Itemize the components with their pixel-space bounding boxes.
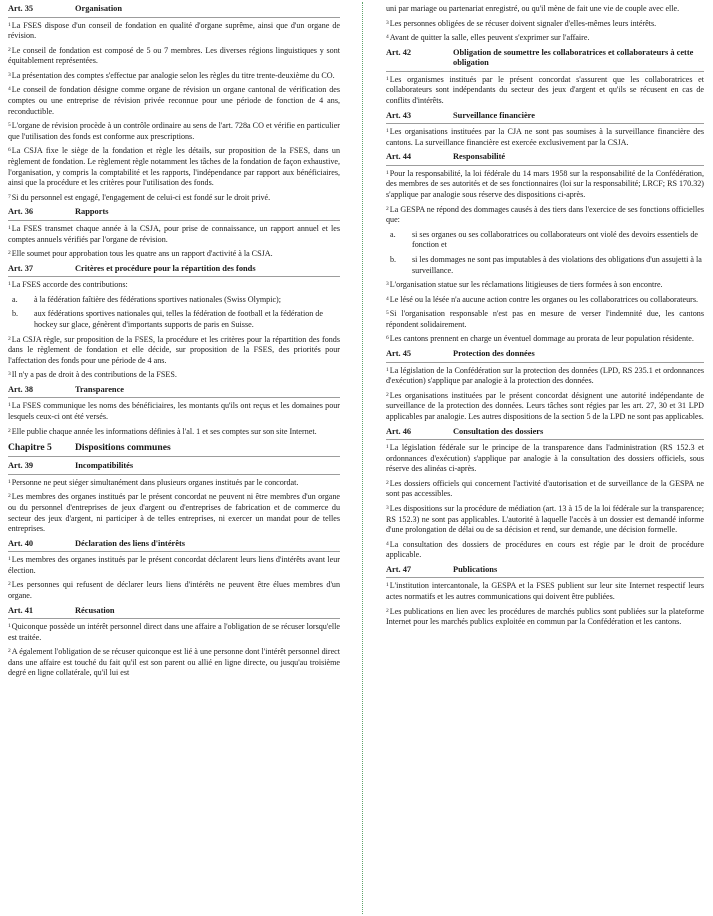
list-text: aux fédérations sportives nationales qui, telles la fédération de football et la fédération de hockey sur glace, génèrent d'importants supports de paris en Suisse. xyxy=(34,309,324,329)
paragraph xyxy=(386,75,704,107)
paragraph-text: Les organismes institués par le présent concordat s'assurent que les collaboratrices et collaborateurs sont indépendants du secteur des jeux d'argent et qu'ils se récusent en cas de conflits d'intérêts. xyxy=(386,74,704,105)
paragraph-text: La présentation des comptes s'effectue par analogie selon les règles du titre trente-deuxième du CO. xyxy=(11,70,335,80)
article-heading xyxy=(8,539,340,553)
paragraph-number: 3 xyxy=(386,19,389,26)
paragraph-text: Le conseil de fondation est composé de 5 ou 7 membres. Les diverses régions linguistiques y sont équitablement représentées. xyxy=(8,45,340,66)
article-heading xyxy=(386,152,704,166)
paragraph xyxy=(386,443,704,475)
paragraph-number: 2 xyxy=(8,427,11,434)
paragraph xyxy=(8,249,340,260)
paragraph-text: Les membres des organes institués par le présent concordat ne peuvent ni être membres d'un organe ou du personnel d'entreprises de jeux d'argent ou d'entreprises de fabrication et de commerce du secteur des jeux d'argent, ni participer à de telles entreprises, ni exercer un mandat pour de telles entreprises. xyxy=(8,492,340,534)
paragraph-number: 2 xyxy=(386,479,389,486)
list-text: à la fédération faîtière des fédérations sportives nationales (Swiss Olympic); xyxy=(34,294,282,304)
paragraph xyxy=(8,580,340,601)
list-text: si les dommages ne sont pas imputables à des violations des obligations d'un assujetti à la surveillance. xyxy=(412,254,702,275)
paragraph-number: 2 xyxy=(8,581,11,588)
article xyxy=(8,385,340,437)
article-number: Art. 38 xyxy=(8,384,34,394)
article-title: Publications xyxy=(453,564,498,574)
article-number: Art. 43 xyxy=(386,110,412,120)
paragraph-number: 2 xyxy=(386,391,389,398)
article xyxy=(386,152,704,345)
paragraph xyxy=(386,169,704,201)
paragraph-number: 1 xyxy=(8,21,11,28)
paragraph-text: Les personnes obligées de se récuser doivent signaler d'elles-mêmes leurs intérêts. xyxy=(389,18,657,28)
paragraph-text: L'organe de révision procède à un contrôle ordinaire au sens de l'art. 728a CO et vérifie en particulier que l'utilisation des fonds est conforme aux prescriptions. xyxy=(8,121,340,141)
list-item xyxy=(386,230,704,251)
paragraph-text: Pour la responsabilité, la loi fédérale du 14 mars 1958 sur la responsabilité de la Confédération, des membres de ses autorités et de ses fonctionnaires (loi sur la responsabilité; LRCF; RS 170.32) s'applique par analogie sous réserve des dispositions ci-après. xyxy=(386,168,704,199)
article-heading xyxy=(8,606,340,620)
article-heading xyxy=(8,264,340,278)
article-number: Art. 40 xyxy=(8,538,34,548)
article-title: Responsabilité xyxy=(453,152,506,162)
paragraph-text: uni par mariage ou partenariat enregistré, ou qu'il mène de fait une vie de couple avec elle. xyxy=(386,4,680,13)
article-title: Incompatibilités xyxy=(75,461,134,471)
paragraph-text: La législation de la Confédération sur la protection des données (LPD, RS 235.1 et ordonnances d'exécution) s'applique par analogie à la protection des données. xyxy=(386,365,704,386)
paragraph-text: La CSJA fixe le siège de la fondation et règle les détails, sur proposition de la FSES, dans un règlement de fondation. Le règlement règle notamment les tâches de la fondation de façon exhaustive, l'organisation, y compris la comptabilité et les rapports, l'indépendance par rapport aux bénéficiaires, ainsi que la procédure et les critères pour l'utilisation des fonds. xyxy=(8,146,340,188)
article-number: Art. 35 xyxy=(8,4,34,13)
paragraph-number: 2 xyxy=(8,335,11,342)
paragraph-text: Les membres des organes institués par le présent concordat déclarent leurs liens d'intérêts avant leur élection. xyxy=(8,555,340,575)
paragraph-number: 1 xyxy=(386,582,389,589)
list-label: b. xyxy=(390,254,397,264)
left-column xyxy=(8,0,340,683)
article-title: Surveillance financière xyxy=(453,110,535,120)
article xyxy=(386,111,704,149)
article-title: Obligation de soumettre les collaboratrices et collaborateurs à cette obligation xyxy=(453,47,694,68)
paragraph xyxy=(386,295,704,306)
paragraph xyxy=(386,504,704,536)
paragraph-number: 3 xyxy=(386,281,389,288)
paragraph-text: Le lésé ou la lésée n'a aucune action contre les organes ou les collaboratrices ou collaborateurs. xyxy=(389,294,699,304)
article-title: Consultation des dossiers xyxy=(453,426,544,436)
list-text: si ses organes ou ses collaboratrices ou collaborateurs ont violé des devoirs essentiels de fonction et xyxy=(412,229,698,250)
paragraph xyxy=(386,19,704,30)
article-number: Art. 44 xyxy=(386,152,412,162)
article-title: Organisation xyxy=(75,4,122,13)
paragraph xyxy=(8,280,340,291)
paragraph-text: La GESPA ne répond des dommages causés à des tiers dans l'exercice de ses fonctions officielles que: xyxy=(386,204,704,225)
column-divider xyxy=(362,2,363,914)
article xyxy=(8,539,340,602)
article-title: Récusation xyxy=(75,605,115,615)
article-heading xyxy=(386,427,704,441)
paragraph xyxy=(8,478,340,489)
article xyxy=(8,461,340,534)
paragraph xyxy=(8,622,340,643)
paragraph-text: La FSES dispose d'un conseil de fondation en qualité d'organe suprême, ainsi que d'un organe de révision. xyxy=(8,20,340,41)
paragraph xyxy=(386,4,704,15)
paragraph-text: Les cantons prennent en charge un éventuel dommage au prorata de leur population résidente. xyxy=(389,334,694,344)
article-number: Art. 45 xyxy=(386,349,412,359)
paragraph-text: Les personnes qui refusent de déclarer leurs liens d'intérêts ne peuvent être élues membres d'un organe. xyxy=(8,580,340,600)
paragraph xyxy=(386,280,704,291)
paragraph-text: La consultation des dossiers de procédures en cours est régie par le droit de procédure applicable. xyxy=(386,539,704,560)
paragraph-number: 7 xyxy=(8,193,11,200)
paragraph-text: L'organisation statue sur les réclamations litigieuses de tiers formées à son encontre. xyxy=(389,280,663,290)
paragraph-text: A également l'obligation de se récuser quiconque est lié à une personne dont l'intérêt personnel direct dans une affaire est touché du fait qu'il est son parent ou allié en ligne directe, ou jusqu'au troisième degré en ligne collatérale, qu'il lui est xyxy=(8,647,340,678)
paragraph-number: 1 xyxy=(8,478,11,485)
paragraph xyxy=(386,33,704,44)
paragraph xyxy=(386,309,704,330)
paragraph-number: 1 xyxy=(386,169,389,176)
article-number: Art. 41 xyxy=(8,605,34,615)
list-item xyxy=(8,309,340,330)
article xyxy=(8,264,340,381)
paragraph xyxy=(8,335,340,367)
article-title: Critères et procédure pour la répartition des fonds xyxy=(75,263,256,273)
list-item xyxy=(8,295,340,306)
paragraph-text: Les organisations instituées par la CJA ne sont pas soumises à la surveillance financière des cantons. La surveillance financière est exercée exclusivement par la CSJA. xyxy=(386,127,704,147)
paragraph xyxy=(8,224,340,245)
paragraph-number: 1 xyxy=(8,224,11,231)
paragraph xyxy=(8,146,340,188)
article-heading xyxy=(386,48,704,72)
paragraph-number: 1 xyxy=(386,128,389,135)
article xyxy=(386,349,704,422)
paragraph-text: Le conseil de fondation désigne comme organe de révision un organe cantonal de vérification des comptes ou une entreprise de révision privée reconnue pour une période de fonction de 4 ans, reconductible. xyxy=(8,85,340,116)
article-heading xyxy=(8,4,340,18)
article-title: Rapports xyxy=(75,207,109,217)
paragraph-number: 6 xyxy=(8,147,11,154)
paragraph xyxy=(8,46,340,67)
paragraph-number: 2 xyxy=(386,607,389,614)
paragraph-number: 3 xyxy=(8,71,11,78)
paragraph-text: Il n'y a pas de droit à des contributions de la FSES. xyxy=(11,370,177,380)
paragraph xyxy=(386,607,704,628)
paragraph-text: Si du personnel est engagé, l'engagement de celui-ci est fondé sur le droit privé. xyxy=(11,192,271,202)
paragraph xyxy=(8,401,340,422)
paragraph-number: 1 xyxy=(386,366,389,373)
paragraph-text: Les organisations instituées par le présent concordat désignent une autorité indépendante de surveillance de la protection des données. Leurs tâches sont régies par les art. 27, 30 et 31 LPD applicables par analogie. Les autres dispositions de la section 5 de la LPD ne sont pas applicables. xyxy=(386,390,704,421)
paragraph xyxy=(8,492,340,534)
paragraph-text: Quiconque possède un intérêt personnel direct dans une affaire a l'obligation de se récuser lorsqu'elle est traitée. xyxy=(8,622,340,642)
paragraph-number: 1 xyxy=(8,623,11,630)
paragraph xyxy=(8,427,340,438)
paragraph-number: 4 xyxy=(386,34,389,41)
article-number: Art. 46 xyxy=(386,426,412,436)
paragraph-number: 4 xyxy=(386,295,389,302)
paragraph-text: Elle soumet pour approbation tous les quatre ans un rapport d'activité à la CSJA. xyxy=(11,249,273,259)
article-number: Art. 37 xyxy=(8,263,34,273)
paragraph xyxy=(8,193,340,204)
article xyxy=(386,48,704,107)
paragraph-text: L'institution intercantonale, la GESPA et la FSES publient sur leur site Internet respectif leurs actes normatifs et les autres communications qui doivent être publiées. xyxy=(386,581,704,602)
paragraph-text: Avant de quitter la salle, elles peuvent s'exprimer sur l'affaire. xyxy=(389,33,590,43)
article-number: Art. 36 xyxy=(8,207,34,217)
paragraph-text: La FSES communique les noms des bénéficiaires, les montants qu'ils ont reçus et les domaines pour lesquels ceux-ci ont été versés. xyxy=(8,401,340,422)
paragraph-number: 6 xyxy=(386,335,389,342)
paragraph-number: 1 xyxy=(8,556,11,563)
paragraph-text: La FSES accorde des contributions: xyxy=(11,280,128,290)
article xyxy=(8,606,340,679)
paragraph xyxy=(386,581,704,602)
paragraph-text: Les dossiers officiels qui concernent l'activité d'autorisation et de surveillance de la GESPA ne sont pas accessibles. xyxy=(386,478,704,499)
list-label: a. xyxy=(390,229,396,239)
paragraph xyxy=(386,479,704,500)
paragraph xyxy=(8,71,340,82)
paragraph-number: 1 xyxy=(386,444,389,451)
paragraph-text: Personne ne peut siéger simultanément dans plusieurs organes institués par le concordat. xyxy=(11,477,299,487)
paragraph-number: 4 xyxy=(386,540,389,547)
paragraph xyxy=(8,85,340,117)
paragraph xyxy=(8,370,340,381)
article xyxy=(8,4,340,203)
paragraph-text: Les dispositions sur la procédure de médiation (art. 13 à 15 de la loi fédérale sur la transparence; RS 152.3) ne sont pas applicables. L'autorité à laquelle l'accès à un dossier est demandé informe d'une prolongation de délai ou de sa décision et rend, sur demande, une décision formelle. xyxy=(386,504,704,535)
paragraph-number: 3 xyxy=(8,371,11,378)
paragraph-text: Si l'organisation responsable n'est pas en mesure de verser l'indemnité due, les cantons répondent solidairement. xyxy=(386,309,704,329)
paragraph-text: Les publications en lien avec les procédures de marchés publics sont publiées sur la plateforme Internet pour les marchés publics exploitée en commun par la Confédération et les cantons. xyxy=(386,606,704,627)
chapter-number: Chapitre 5 xyxy=(8,442,52,454)
paragraph-number: 2 xyxy=(8,46,11,53)
paragraph xyxy=(386,127,704,148)
paragraph xyxy=(8,555,340,576)
list-label: b. xyxy=(12,309,19,319)
paragraph xyxy=(386,391,704,423)
paragraph xyxy=(8,121,340,142)
list-label: a. xyxy=(12,294,18,304)
article-title: Protection des données xyxy=(453,349,535,359)
paragraph-text: La législation fédérale sur le principe de la transparence dans l'administration (RS 152.3 et ordonnances d'exécution) s'applique par analogie à la consultation des dossiers officiels, sous réserve des alinéas ci-après. xyxy=(386,443,704,474)
article xyxy=(386,565,704,628)
paragraph-text: La CSJA règle, sur proposition de la FSES, la procédure et les critères pour la répartition des fonds dans le règlement de fondation et elle décide, sur proposition de la FSES, des priorités pour l'affectation des fonds pour une période de 4 ans. xyxy=(8,334,340,365)
paragraph xyxy=(386,540,704,561)
article xyxy=(386,427,704,561)
article-heading xyxy=(8,461,340,475)
chapter-title: Dispositions communes xyxy=(75,442,171,454)
paragraph-number: 1 xyxy=(8,402,11,409)
chapter-heading xyxy=(8,442,340,457)
right-column xyxy=(386,0,704,632)
article-number: Art. 39 xyxy=(8,461,34,471)
chapter-section xyxy=(8,442,340,457)
article-number: Art. 42 xyxy=(386,47,412,57)
paragraph-number: 2 xyxy=(8,493,11,500)
paragraph-number: 5 xyxy=(8,122,11,129)
paragraph xyxy=(8,647,340,679)
paragraph xyxy=(386,366,704,387)
article-heading xyxy=(8,385,340,399)
paragraph-number: 2 xyxy=(8,250,11,257)
list-item xyxy=(386,255,704,276)
article-heading xyxy=(8,207,340,221)
paragraph-text: Elle publie chaque année les informations définies à l'al. 1 et ses comptes sur son site Internet. xyxy=(11,426,317,436)
article xyxy=(8,207,340,259)
article-title: Déclaration des liens d'intérêts xyxy=(75,538,186,548)
paragraph-number: 1 xyxy=(386,75,389,82)
article-heading xyxy=(386,111,704,125)
paragraph-number: 5 xyxy=(386,310,389,317)
article-heading xyxy=(386,349,704,363)
article xyxy=(386,4,704,44)
paragraph xyxy=(386,334,704,345)
paragraph xyxy=(8,21,340,42)
paragraph-number: 3 xyxy=(386,505,389,511)
article-title: Transparence xyxy=(75,384,125,394)
article-number: Art. 47 xyxy=(386,564,412,574)
paragraph-number: 1 xyxy=(8,281,11,288)
paragraph-number: 2 xyxy=(386,205,389,212)
paragraph-number: 4 xyxy=(8,86,11,93)
paragraph-text: La FSES transmet chaque année à la CSJA, pour prise de connaissance, un rapport annuel et les comptes annuels vérifiés par l'organe de révision. xyxy=(8,223,340,244)
article-heading xyxy=(386,565,704,579)
paragraph-number: 2 xyxy=(8,648,11,655)
paragraph xyxy=(386,205,704,226)
